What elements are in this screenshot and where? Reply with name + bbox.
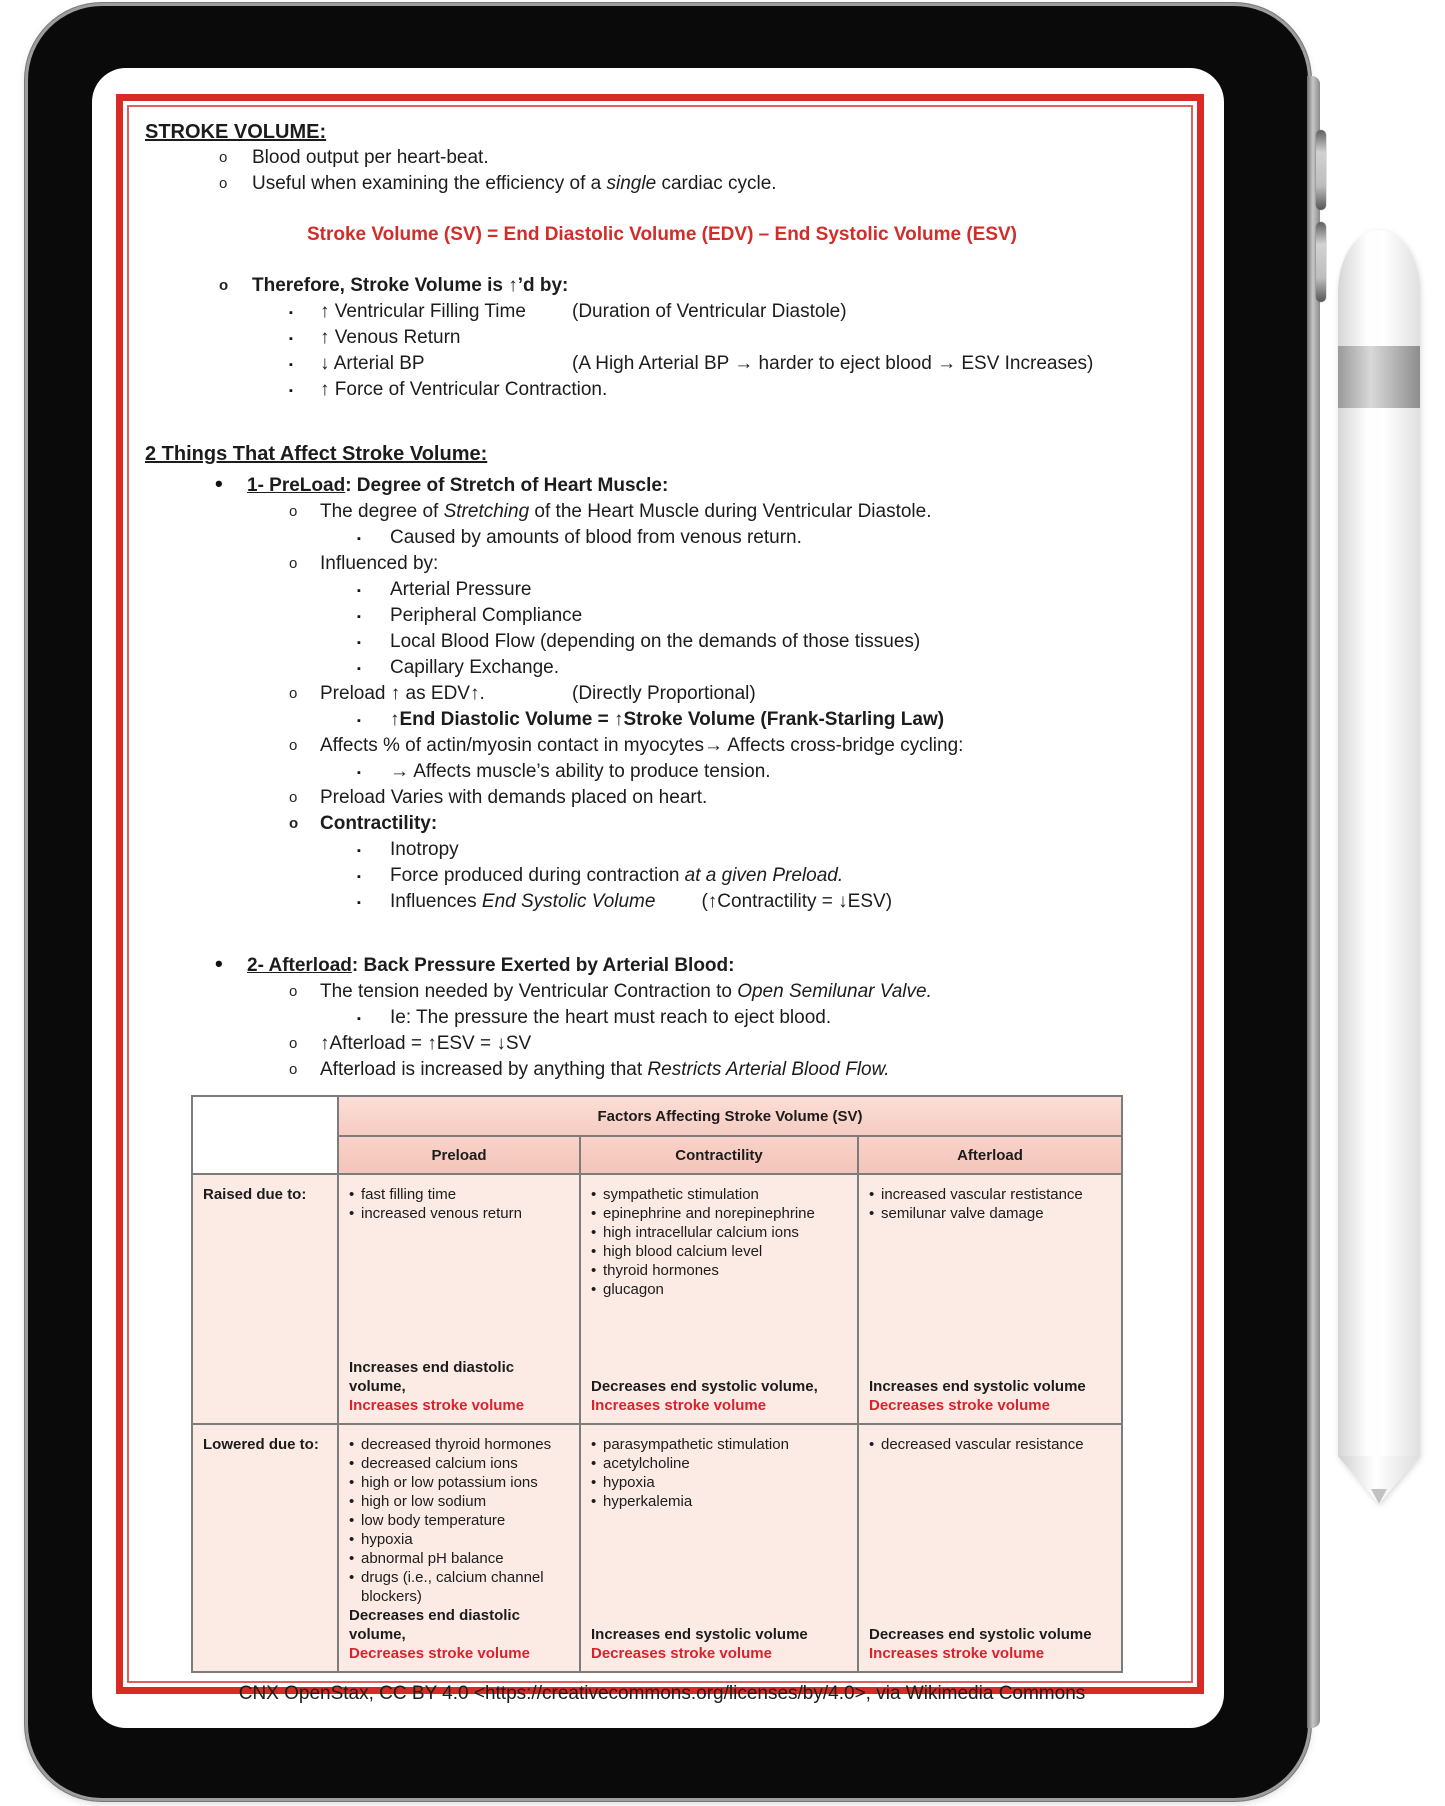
- sv-factor-2: ▪ ↑ Venous Return: [145, 325, 1179, 351]
- column-header-afterload: Afterload: [858, 1136, 1122, 1174]
- pencil-neck: [1338, 292, 1420, 346]
- list-item: • acetylcholine: [591, 1454, 849, 1473]
- preload-subline: ▪ Peripheral Compliance: [145, 603, 1179, 629]
- list-item: • high or low potassium ions: [349, 1473, 571, 1492]
- list-item: • increased venous return: [349, 1204, 571, 1223]
- cell-summary-red: Decreases stroke volume: [869, 1397, 1050, 1414]
- list-item: • hypoxia: [349, 1530, 571, 1549]
- factor-note: (↑Contractility = ↓ESV): [701, 891, 893, 912]
- list-item: • glucagon: [591, 1280, 849, 1299]
- preload-line: o Preload ↑ as EDV↑. (Directly Proportional): [145, 681, 1179, 707]
- cell-summary-black: Increases end systolic volume: [591, 1626, 808, 1643]
- list-item: • sympathetic stimulation: [591, 1185, 849, 1204]
- list-item: • high or low sodium: [349, 1492, 571, 1511]
- intro-bullet-2: o Useful when examining the efficiency of a single cardiac cycle.: [145, 171, 1179, 197]
- list-item: • decreased calcium ions: [349, 1454, 571, 1473]
- cell-summary-red: Increases stroke volume: [591, 1397, 767, 1414]
- stroke-volume-formula: Stroke Volume (SV) = End Diastolic Volume (EDV) – End Systolic Volume (ESV): [306, 224, 1017, 245]
- factor-note: (Directly Proportional): [572, 683, 756, 704]
- lowered-preload-cell: [338, 1424, 580, 1672]
- cell-summary-red: Decreases stroke volume: [591, 1645, 772, 1662]
- frank-starling-line: ▪ ↑End Diastolic Volume = ↑Stroke Volume (Frank-Starling Law): [145, 707, 1179, 733]
- list-item: • hyperkalemia: [591, 1492, 849, 1511]
- sv-factor-1: ▪ ↑ Ventricular Filling Time (Duration of Ventricular Diastole): [145, 299, 1179, 325]
- cell-summary-red: Decreases stroke volume: [349, 1645, 530, 1662]
- volume-up-button: [1316, 130, 1326, 210]
- preload-subline: ▪ Arterial Pressure: [145, 577, 1179, 603]
- cell-summary-red: Increases stroke volume: [869, 1645, 1045, 1662]
- pencil-silver-band: [1338, 346, 1420, 408]
- tablet-screen: [92, 68, 1224, 1728]
- afterload-line: o The tension needed by Ventricular Contraction to Open Semilunar Valve.: [145, 979, 1179, 1005]
- contractility-subline: ▪ Influences End Systolic Volume (↑Contractility = ↓ESV): [145, 889, 1179, 915]
- list-item: • epinephrine and norepinephrine: [591, 1204, 849, 1223]
- list-item: • hypoxia: [591, 1473, 849, 1492]
- list-item: • abnormal pH balance: [349, 1549, 571, 1568]
- doc-title: STROKE VOLUME:: [145, 121, 327, 143]
- pencil-body: [1338, 408, 1420, 1456]
- tablet-side-edge: [1307, 76, 1320, 1728]
- list-item: • high intracellular calcium ions: [591, 1223, 849, 1242]
- raised-contractility-cell: [580, 1174, 858, 1424]
- pencil-cap: [1338, 230, 1420, 292]
- list-item: • increased vascular restistance: [869, 1185, 1113, 1204]
- factor-note: (Duration of Ventricular Diastole): [572, 301, 847, 322]
- volume-down-button: [1316, 222, 1326, 302]
- afterload-line: o ↑Afterload = ↑ESV = ↓SV: [145, 1031, 1179, 1057]
- preload-subline: ▪ Caused by amounts of blood from venous return.: [145, 525, 1179, 551]
- contractility-subline: ▪ Inotropy: [145, 837, 1179, 863]
- column-header-contractility: Contractility: [580, 1136, 858, 1174]
- row-label-raised: Raised due to:: [192, 1174, 338, 1424]
- preload-line: o The degree of Stretching of the Heart Muscle during Ventricular Diastole.: [145, 499, 1179, 525]
- cell-summary-black: Decreases end systolic volume: [869, 1626, 1092, 1643]
- preload-subline: ▪ → Affects muscle’s ability to produce tension.: [145, 759, 1179, 785]
- contractility-heading: o Contractility:: [145, 811, 1179, 837]
- lowered-contractility-cell: [580, 1424, 858, 1672]
- sv-factor-3: ▪ ↓ Arterial BP (A High Arterial BP → harder to eject blood → ESV Increases): [145, 351, 1179, 377]
- section-heading: 2 Things That Affect Stroke Volume:: [145, 443, 488, 465]
- cell-summary-red: Increases stroke volume: [349, 1397, 525, 1414]
- preload-line: o Influenced by:: [145, 551, 1179, 577]
- preload-heading: • 1- PreLoad: Degree of Stretch of Heart Muscle:: [145, 473, 1179, 499]
- document-red-frame: [116, 94, 1204, 1704]
- preload-subline: ▪ Capillary Exchange.: [145, 655, 1179, 681]
- attribution-line: CNX OpenStax, CC BY 4.0 <https://creativecommons.org/licenses/by/4.0>, via Wikimedia Commons: [238, 1683, 1086, 1704]
- factors-table: [191, 1095, 1123, 1673]
- list-item: • drugs (i.e., calcium channel blockers): [349, 1568, 571, 1606]
- cell-summary-black: Decreases end systolic volume,: [591, 1378, 818, 1395]
- list-item: • decreased vascular resistance: [869, 1435, 1113, 1454]
- list-item: • fast filling time: [349, 1185, 571, 1204]
- document-page: [127, 105, 1193, 1704]
- list-item: • semilunar valve damage: [869, 1204, 1113, 1223]
- contractility-subline: ▪ Force produced during contraction at a given Preload.: [145, 863, 1179, 889]
- list-item: • thyroid hormones: [591, 1261, 849, 1280]
- preload-line: o Affects % of actin/myosin contact in myocytes→ Affects cross-bridge cycling:: [145, 733, 1179, 759]
- row-label-lowered: Lowered due to:: [192, 1424, 338, 1672]
- preload-subline: ▪ Local Blood Flow (depending on the demands of those tissues): [145, 629, 1179, 655]
- therefore-heading: o Therefore, Stroke Volume is ↑’d by:: [145, 273, 1179, 299]
- afterload-heading: • 2- Afterload: Back Pressure Exerted by Arterial Blood:: [145, 953, 1179, 979]
- intro-bullet-1: o Blood output per heart-beat.: [145, 145, 1179, 171]
- list-item: • high blood calcium level: [591, 1242, 849, 1261]
- tablet-device: [28, 6, 1308, 1798]
- pencil-tip: [1338, 1456, 1420, 1504]
- cell-summary-black: Increases end diastolic volume,: [349, 1359, 515, 1395]
- table-corner-cell: [192, 1096, 338, 1174]
- sv-factor-4: ▪ ↑ Force of Ventricular Contraction.: [145, 377, 1179, 403]
- afterload-line: o Afterload is increased by anything that Restricts Arterial Blood Flow.: [145, 1057, 1179, 1083]
- table-banner: Factors Affecting Stroke Volume (SV): [338, 1096, 1122, 1136]
- raised-afterload-cell: [858, 1174, 1122, 1424]
- list-item: • parasympathetic stimulation: [591, 1435, 849, 1454]
- cell-summary-black: Decreases end diastolic volume,: [349, 1607, 520, 1643]
- preload-line: o Preload Varies with demands placed on heart.: [145, 785, 1179, 811]
- afterload-subline: ▪ Ie: The pressure the heart must reach to eject blood.: [145, 1005, 1179, 1031]
- column-header-preload: Preload: [338, 1136, 580, 1174]
- lowered-afterload-cell: [858, 1424, 1122, 1672]
- raised-preload-cell: [338, 1174, 580, 1424]
- list-item: • decreased thyroid hormones: [349, 1435, 571, 1454]
- cell-summary-black: Increases end systolic volume: [869, 1378, 1086, 1395]
- list-item: • low body temperature: [349, 1511, 571, 1530]
- factor-note: (A High Arterial BP → harder to eject blood → ESV Increases): [572, 353, 1094, 374]
- apple-pencil: [1338, 230, 1420, 1504]
